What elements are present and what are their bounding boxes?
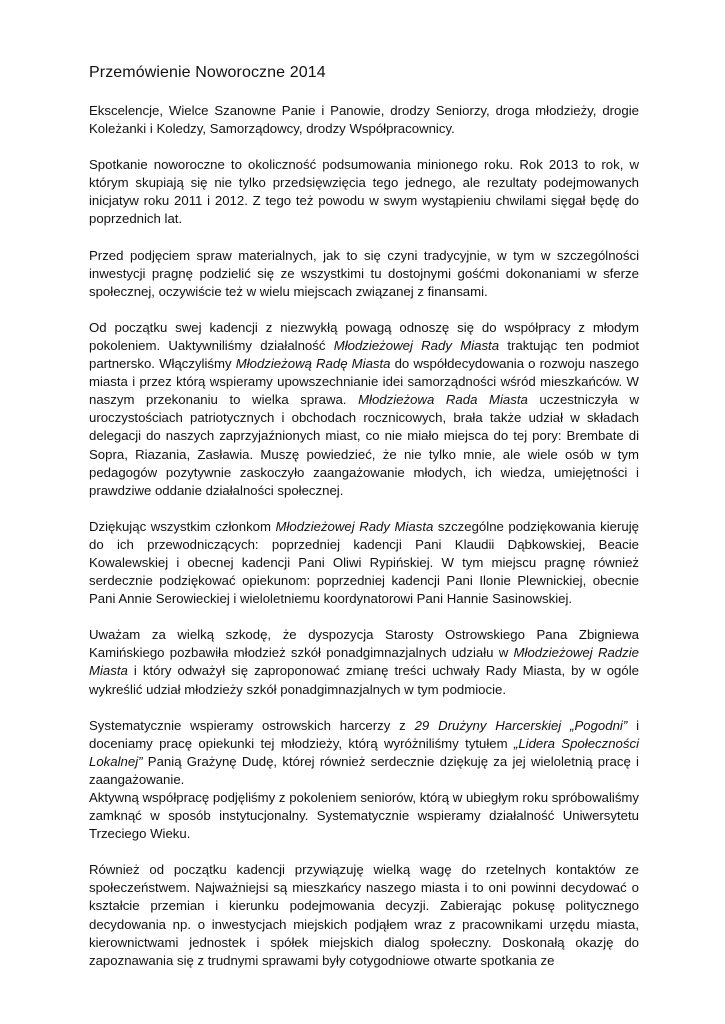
paragraph-text: do współdecydowania o rozwoju naszego miasta i przez którą wspieramy upowszechnianie idei samorządności wśród mieszkańców. W naszym przekonaniu to wielka sprawa.: [89, 356, 639, 408]
body-paragraph: [89, 518, 639, 608]
italic-text: Młodzieżowej Radzie Miasta: [89, 645, 639, 679]
paragraph-text: uczestniczyła w uroczystościach patriotycznych i obchodach rocznicowych, brała także udział w składach delegacji do naszych zaprzyjaźnionych miast, co nie miało miejsca do tej pory: Brembate di Sopra, Riazania, Zasławia. Muszę powiedzieć, że nie tylko mnie, ale wiele osób w tym pedagogów pozytywnie zaskoczyło zaangażowanie młodych, ich wiedza, umiejętności i prawdziwe oddanie działalności społecznej.: [89, 392, 639, 498]
italic-text: Młodzieżowej Rady Miasta: [275, 518, 434, 534]
paragraph-list: [89, 102, 639, 970]
paragraph-text: Aktywną współpracę podjęliśmy z pokoleniem seniorów, którą w ubiegłym roku spróbowaliśmy zamknąć w sposób instytucjonalny. Systematycznie wspieramy działalność Uniwersytetu Trzeciego Wieku.: [89, 790, 639, 842]
italic-text: 29 Drużyny Harcerskiej „Pogodni”: [414, 717, 628, 733]
body-paragraph: [89, 156, 639, 228]
paragraph-text: szczególne podziękowania kieruję do ich przewodniczących: poprzedniej kadencji Pani Klaudii Dąbkowskiej, Beacie Kowalewskiej i obecnej kadencji Pani Oliwi Rypińskiej. W tym miejscu pragnę również serdecznie podziękować opiekunom: poprzedniej kadencji Pani Ilonie Plewnickiej, obecnie Pani Annie Serowieckiej i wieloletniemu koordynatorowi Pani Hannie Sasinowskiej.: [89, 518, 639, 607]
body-paragraph: [89, 247, 639, 301]
italic-text: Młodzieżowa Rada Miasta: [358, 392, 528, 408]
paragraph-text: i który odważył się zaproponować zmianę treści uchwały Rady Miasta, by w ogóle wykreślić udział młodzieży szkół ponadgimnazjalnych w tym podmiocie.: [89, 663, 639, 697]
body-paragraph: [89, 861, 639, 970]
paragraph-text: Dziękując wszystkim członkom: [89, 518, 276, 534]
italic-text: „Lidera Społeczności Lokalnej”: [89, 735, 640, 769]
body-paragraph: [89, 102, 639, 138]
paragraph-text: i doceniamy pracę opiekunki tej młodzieży, którą wyróżniliśmy tytułem: [89, 717, 640, 751]
italic-text: Młodzieżowej Rady Miasta: [333, 337, 500, 353]
body-paragraph: [89, 319, 639, 500]
body-paragraph: [89, 717, 639, 789]
italic-text: Młodzieżową Radę Miasta: [235, 356, 391, 372]
paragraph-text: Uważam za wielką szkodę, że dyspozycja Starosty Ostrowskiego Pana Zbigniewa Kamińskiego pozbawiła młodzież szkół ponadgimnazjalnych udziału w: [89, 627, 639, 661]
document-body: [89, 64, 639, 988]
paragraph-text: traktując ten podmiot partnersko. Włączyliśmy: [89, 337, 639, 372]
paragraph-text: Ekscelencje, Wielce Szanowne Panie i Panowie, drodzy Seniorzy, droga młodzieży, drogie Koleżanki i Koledzy, Samorządowcy, drodzy Współpracownicy.: [89, 103, 639, 137]
paragraph-text: Przed podjęciem spraw materialnych, jak to się czyni tradycyjnie, w tym w szczególności inwestycji pragnę podzielić się ze wszystkimi tu dostojnymi gośćmi dokonaniami w sferze społecznej, oczywiście też w wielu miejscach związanej z finansami.: [89, 247, 639, 299]
paragraph-text: Systematycznie wspieramy ostrowskich harcerzy z: [89, 717, 415, 733]
body-paragraph: [89, 789, 639, 843]
paragraph-text: Panią Grażynę Dudę, której również serdecznie dziękuję za jej wieloletnią pracę i zaangażowanie.: [89, 753, 639, 787]
paragraph-text: Od początku swej kadencji z niezwykłą powagą odnoszę się do współpracy z młodym pokoleniem. Uaktywniliśmy działalność: [89, 319, 639, 353]
paragraph-text: Spotkanie noworoczne to okoliczność podsumowania minionego roku. Rok 2013 to rok, w którym skupiają się nie tylko przedsięwzięcia tego jednego, ale rezultaty podejmowanych inicjatyw roku 2011 i 2012. Z tego też powodu w swym wystąpieniu chwilami sięgał będę do poprzednich lat.: [89, 157, 639, 227]
document-title: Przemówienie Noworoczne 2014: [89, 64, 326, 81]
paragraph-text: Również od początku kadencji przywiązuję wielką wagę do rzetelnych kontaktów ze społeczeństwem. Najważniejsi są mieszkańcy naszego miasta i to oni powinni decydować o kształcie przemian i kierunku podejmowania decyzji. Zabierając pokusę politycznego decydowania np. o inwestycjach miejskich podjąłem wraz z pracownikami urzędu miasta, kierownictwami jednostek i spółek miejskich dialog społeczny. Doskonałą okazję do zapoznawania się z trudnymi sprawami były cotygodniowe otwarte spotkania ze: [89, 862, 639, 968]
body-paragraph: [89, 626, 639, 698]
